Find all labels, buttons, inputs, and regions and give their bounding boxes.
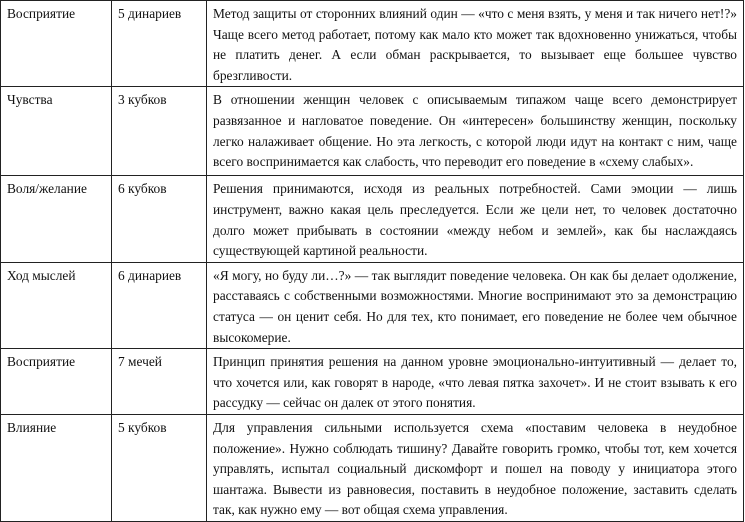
description-cell [207, 414, 744, 521]
category-cell [1, 349, 112, 415]
category-label: Чувства [7, 92, 53, 108]
card-cell [112, 414, 207, 521]
description-text: Для управления сильными используется схема «поставим человека в неудобное положение». Нужно соблюдать тишину? Давайте говорить громко, чтобы тот, кем хочется управлять, испытал социальный дискомфорт и пошел на поводу у инициатора этого шантажа. Вывести из равновесия, поставить в неудобное положение, заставить сделать так, как нужно ему — вот общая схема управления. [213, 419, 737, 518]
category-label: Воля/желание [7, 181, 87, 197]
table-row [1, 1, 744, 87]
description-cell [207, 262, 744, 348]
description-cell [207, 87, 744, 176]
card-label: 7 мечей [118, 354, 162, 370]
description-text: Решения принимаются, исходя из реальных потребностей. Сами эмоции — лишь инструмент, важно какая цель преследуется. Если же цели нет, то человек достаточно долго может прибывать в состоянии «между небом и землей», как бы наслаждаясь существующей картиной реальности. [213, 181, 737, 259]
category-cell [1, 262, 112, 348]
description-cell [207, 349, 744, 415]
card-cell [112, 87, 207, 176]
card-label: 3 кубков [118, 92, 167, 108]
card-cell [112, 1, 207, 87]
table-row [1, 176, 744, 262]
category-cell [1, 414, 112, 521]
description-text: В отношении женщин человек с описываемым типажом чаще всего демонстрирует развязанное и нагловатое поведение. Он «интересен» большинству женщин, поскольку легко налаживает общение. Но эта легкость, с которой люди идут на контакт с ним, чаще всего воспринимается как слабость, что переводит его поведение в «схему слабых». [213, 92, 737, 170]
description-text: Метод защиты от сторонних влияний один — «что с меня взять, у меня и так ничего нет!?» Чаще всего метод работает, потому как мало кто может так вдохновенно унижаться, чтобы не платить денег. А если обман раскрывается, то вызывает еще большее чувство брезгливости. [213, 6, 737, 83]
category-label: Ход мыслей [7, 267, 76, 283]
card-label: 6 динариев [118, 267, 182, 283]
description-cell [207, 1, 744, 87]
table-row [1, 414, 744, 521]
description-text: «Я могу, но буду ли…?» — так выглядит поведение человека. Он как бы делает одолжение, расставаясь с собственными возможностями. Многие воспринимают это за демонстрацию статуса — он ценит себя. Но для тех, кто понимает, его поведение не более чем обычное высокомерие. [213, 267, 737, 345]
card-cell [112, 262, 207, 348]
table-row [1, 262, 744, 348]
category-label: Восприятие [7, 354, 76, 370]
card-cell [112, 349, 207, 415]
category-cell [1, 87, 112, 176]
description-text: Принцип принятия решения на данном уровне эмоционально-интуитивный — делает то, что хочется или, как говорят в народе, «что левая пятка захочет». И не стоит взывать к его рассудку — сейчас он далек от этого понятия. [213, 354, 737, 411]
description-cell [207, 176, 744, 262]
table-row [1, 87, 744, 176]
category-label: Влияние [7, 419, 57, 435]
category-cell [1, 1, 112, 87]
card-label: 5 динариев [118, 6, 182, 21]
category-label: Восприятие [7, 6, 76, 21]
category-cell [1, 176, 112, 262]
card-label: 5 кубков [118, 419, 167, 435]
card-cell [112, 176, 207, 262]
card-label: 6 кубков [118, 181, 167, 197]
table-row [1, 349, 744, 415]
